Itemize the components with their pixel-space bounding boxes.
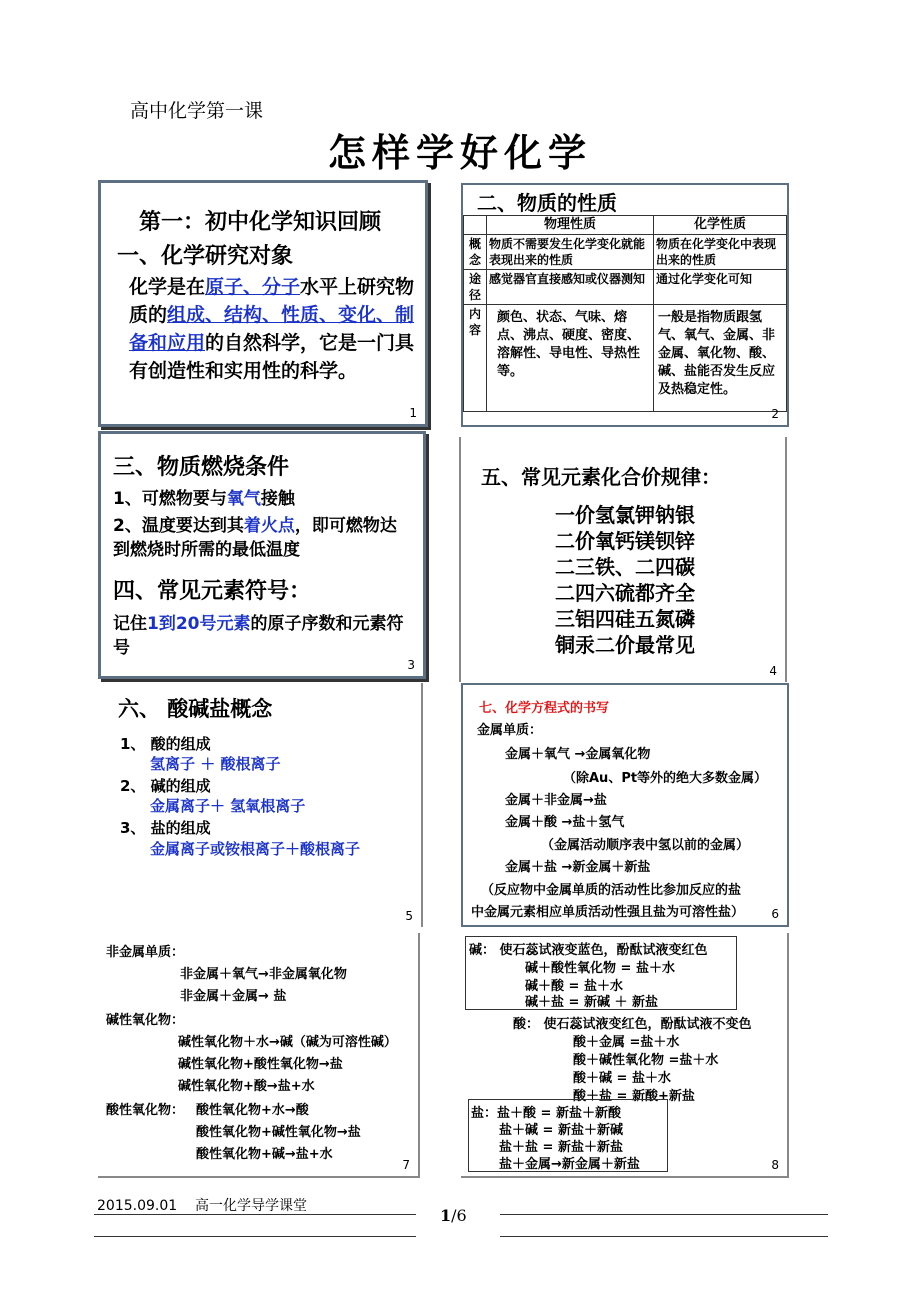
page-current: 1 xyxy=(440,1206,452,1225)
base-heading: 碱： 使石蕊试液变蓝色，酚酞试液变红色 xyxy=(469,943,708,958)
table-cell: 感觉器官直接感知或仪器测知 xyxy=(487,270,654,305)
table-header: 物理性质 xyxy=(487,216,654,235)
equation-line: 非金属＋金属→ 盐 xyxy=(180,989,287,1004)
equation-line: 碱性氧化物+酸→盐+水 xyxy=(178,1079,315,1094)
text: 2、温度要达到其 xyxy=(113,516,244,536)
page-total: /6 xyxy=(451,1206,467,1225)
equation-note: （反应物中金属单质的活动性比参加反应的盐 xyxy=(481,883,742,898)
highlight-oxygen: 氧气 xyxy=(226,489,261,509)
table-cell xyxy=(464,216,487,235)
condition-2 xyxy=(113,514,409,562)
slide-number: 1 xyxy=(409,406,417,420)
acid-heading: 酸： 使石蕊试液变红色，酚酞试液不变色 xyxy=(513,1017,752,1032)
slide-2 xyxy=(461,183,789,427)
condition-1 xyxy=(113,484,295,509)
equation-line: 非金属＋氧气→非金属氧化物 xyxy=(180,967,347,982)
text: ，即可燃物达到燃烧时所需的最低温度 xyxy=(113,516,397,560)
slide-3-heading: 三、物质燃烧条件 xyxy=(113,455,290,480)
page-title: 怎样学好化学 xyxy=(327,130,592,175)
equation-line: 酸＋盐 = 新酸+新盐 xyxy=(573,1089,695,1104)
equation-line: 碱＋酸性氧化物 = 盐＋水 xyxy=(525,961,675,976)
table-row-label: 途径 xyxy=(464,270,487,305)
page-number xyxy=(440,1206,467,1225)
valence-rhyme-line: 二三铁、二四碳 xyxy=(555,555,695,579)
slide-4-title: 五、常见元素化合价规律： xyxy=(481,465,721,489)
nonmetal-heading: 非金属单质： xyxy=(106,945,185,960)
slide-3-heading-2: 四、常见元素符号： xyxy=(113,579,312,604)
text: 的原子序数和元素符号 xyxy=(113,614,404,658)
equation-line: 金属＋酸 →盐＋氢气 xyxy=(505,815,625,830)
metal-heading: 金属单质： xyxy=(477,723,543,738)
equation-line: 碱＋酸 = 盐＋水 xyxy=(525,979,623,994)
properties-table xyxy=(463,215,787,412)
symbols-note xyxy=(113,612,409,660)
salt-composition-label: 3、 盐的组成 xyxy=(120,819,211,837)
equation-note: （除Au、Pt等外的绝大多数金属） xyxy=(563,771,768,786)
slide-6-title: 七、化学方程式的书写 xyxy=(479,701,610,716)
highlight-ignition-point: 着火点 xyxy=(243,516,295,536)
slide-4 xyxy=(459,437,787,682)
equation-line: 酸＋碱 = 盐＋水 xyxy=(573,1071,671,1086)
equation-note: 中金属元素相应单质活动性强且盐为可溶性盐） xyxy=(471,905,745,920)
acidic-oxide-heading: 酸性氧化物： xyxy=(106,1103,185,1118)
table-cell: 颜色、状态、气味、熔点、沸点、硬度、密度、溶解性、导电性、导热性等。 xyxy=(487,305,654,412)
slide-number: 4 xyxy=(769,664,777,678)
slide-6 xyxy=(461,683,789,927)
equation-line: 酸＋碱性氧化物 =盐＋水 xyxy=(573,1053,719,1068)
equation-line: 盐＋碱 = 新盐＋新碱 xyxy=(499,1123,623,1138)
footer-rule xyxy=(500,1214,828,1215)
table-cell: 物质在化学变化中表现出来的性质 xyxy=(654,235,787,270)
valence-rhyme-line: 三铝四硅五氮磷 xyxy=(555,607,695,631)
acid-composition-value: 氢离子 ＋ 酸根离子 xyxy=(150,755,281,773)
salt-heading: 盐：盐＋酸 = 新盐＋新酸 xyxy=(471,1106,621,1121)
equation-line: 金属＋非金属→盐 xyxy=(505,793,607,808)
slide-8 xyxy=(461,933,789,1178)
text: 记住 xyxy=(113,614,147,634)
equation-line: 盐＋金属→新金属＋新盐 xyxy=(499,1157,640,1172)
valence-rhyme-line: 一价氢氯钾钠银 xyxy=(555,503,695,527)
footer-course: 高一化学导学课堂 xyxy=(194,1198,307,1214)
base-composition-label: 2、 碱的组成 xyxy=(120,777,211,795)
table-cell: 物质不需要发生化学变化就能表现出来的性质 xyxy=(487,235,654,270)
equation-line: 酸＋金属 =盐＋水 xyxy=(573,1035,680,1050)
footer-rule xyxy=(94,1236,416,1237)
slide-number: 5 xyxy=(405,909,413,923)
highlight-composition: 组成、结构、性质、变化、制备和应用 xyxy=(129,304,415,354)
table-cell: 通过化学变化可知 xyxy=(654,270,787,305)
footer-rule xyxy=(94,1214,416,1215)
slide-number: 7 xyxy=(402,1158,410,1172)
footer-info xyxy=(97,1195,307,1215)
slide-1-body xyxy=(129,273,419,385)
slide-1-heading: 第一：初中化学知识回顾 xyxy=(139,210,382,235)
slide-number: 3 xyxy=(407,658,415,672)
body-text: 水平上研究物质的 xyxy=(129,276,415,326)
equation-line: 碱性氧化物+酸性氧化物→盐 xyxy=(178,1057,343,1072)
equation-line: 酸性氧化物+水→酸 xyxy=(196,1103,309,1118)
valence-rhyme-line: 二价氧钙镁钡锌 xyxy=(555,529,695,553)
table-cell: 一般是指物质跟氢气、氧气、金属、非金属、氧化物、酸、碱、盐能否发生反应及热稳定性。 xyxy=(654,305,787,412)
equation-line: 盐＋盐 = 新盐＋新盐 xyxy=(499,1140,623,1155)
table-header: 化学性质 xyxy=(654,216,787,235)
table-row-label: 概念 xyxy=(464,235,487,270)
highlight-atom-molecule: 原子、分子 xyxy=(205,276,301,298)
slide-3 xyxy=(98,431,426,679)
slide-7 xyxy=(98,933,420,1178)
equation-line: 碱＋盐 = 新碱 ＋ 新盐 xyxy=(525,995,658,1010)
equation-line: 金属＋盐 →新金属＋新盐 xyxy=(505,860,651,875)
valence-rhyme-line: 铜汞二价最常见 xyxy=(555,633,695,657)
slide-number: 2 xyxy=(771,407,779,421)
slide-1 xyxy=(98,180,428,427)
equation-line: 碱性氧化物＋水→碱（碱为可溶性碱） xyxy=(178,1035,397,1050)
equation-line: 酸性氧化物+碱→盐+水 xyxy=(196,1147,333,1162)
highlight-element-range: 1到20号元素 xyxy=(147,614,251,634)
salt-composition-value: 金属离子或铵根离子＋酸根离子 xyxy=(150,840,361,858)
equation-note: （金属活动顺序表中氢以前的金属） xyxy=(541,838,750,853)
course-label: 高中化学第一课 xyxy=(130,100,264,122)
slide-number: 8 xyxy=(771,1158,779,1172)
slide-number: 6 xyxy=(771,907,779,921)
footer-rule xyxy=(500,1236,828,1237)
equation-line: 金属＋氧气 →金属氧化物 xyxy=(505,747,651,762)
body-text: 化学是在 xyxy=(129,276,206,298)
acid-composition-label: 1、 酸的组成 xyxy=(120,735,211,753)
text: 接触 xyxy=(260,489,295,509)
slide-5 xyxy=(98,683,423,927)
valence-rhyme-line: 二四六硫都齐全 xyxy=(555,581,695,605)
equation-line: 酸性氧化物+碱性氧化物→盐 xyxy=(196,1125,361,1140)
slide-2-title: 二、物质的性质 xyxy=(477,191,617,215)
basic-oxide-heading: 碱性氧化物： xyxy=(106,1013,185,1028)
text: 1、可燃物要与 xyxy=(113,489,227,509)
table-row-label: 内容 xyxy=(464,305,487,412)
body-text: 的自然科学，它是一门具有创造性和实用性的科学。 xyxy=(129,332,415,382)
footer-date: 2015.09.01 xyxy=(97,1198,178,1214)
slide-1-subheading: 一、化学研究对象 xyxy=(117,244,294,269)
slide-5-title: 六、 酸碱盐概念 xyxy=(118,697,273,721)
base-composition-value: 金属离子＋ 氢氧根离子 xyxy=(150,797,306,815)
